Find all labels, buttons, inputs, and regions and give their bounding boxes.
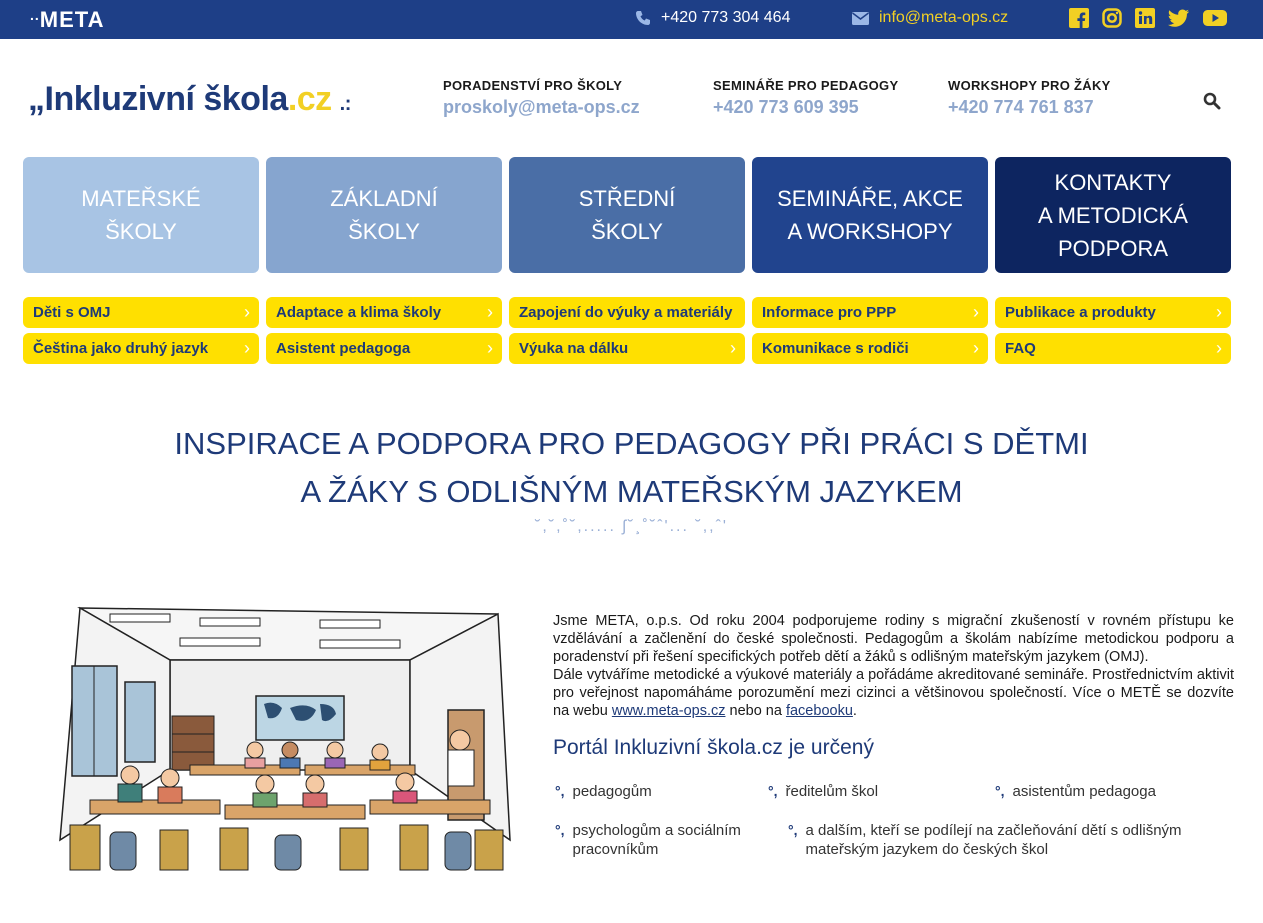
chevron-right-icon: ›	[487, 302, 493, 322]
classroom-illustration	[50, 600, 520, 885]
subnav-asistent[interactable]: Asistent pedagoga ›	[266, 333, 502, 364]
quote-icon: °,	[768, 783, 778, 799]
top-email[interactable]: info@meta-ops.cz	[852, 9, 1008, 27]
consulting-email-link[interactable]: proskoly@meta-ops.cz	[443, 97, 640, 117]
brand-logo[interactable]: ..META	[30, 7, 105, 32]
subnav-deti-s-omj[interactable]: Děti s OMJ ›	[23, 297, 259, 328]
envelope-icon	[852, 12, 869, 25]
tile-stredni-skoly[interactable]: STŘEDNÍ ŠKOLY	[509, 157, 745, 273]
seminars-phone-link[interactable]: +420 773 609 395	[713, 97, 859, 117]
tile-seminare-akce[interactable]: SEMINÁŘE, AKCE A WORKSHOPY	[752, 157, 988, 273]
subnav-publikace[interactable]: Publikace a produkty ›	[995, 297, 1231, 328]
subnav-informace-ppp[interactable]: Informace pro PPP ›	[752, 297, 988, 328]
audience-item: °, pedagogům	[555, 783, 652, 800]
chevron-right-icon: ›	[973, 302, 979, 322]
decorative-dots: ˘,˘,˚˘,..... ʃ˘¸˚˘ˆ'... ˘,,ˆ'	[535, 518, 728, 535]
intro-text: Jsme META, o.p.s. Od roku 2004 podporujeme rodiny s migrační zkušeností v rovném přístupu ke vzdělávání a začlenění do české společnosti. Pedagogům a školám nabízíme metodickou podporu a poradenství při řešení specifických potřeb dětí a žáků s odlišným mateřským jazykem (OMJ). Dále vytváříme metodické a výukové materiály a pořádáme akreditované semináře. Prostřednictvím aktivit pro veřejnost napomáháme porozumění mezi cizinci a většinovou společností. Více o METĚ se dozvíte na webu www.meta-ops.cz nebo na facebooku.	[553, 613, 1234, 719]
workshops-phone-link[interactable]: +420 774 761 837	[948, 97, 1094, 117]
social-links	[1069, 8, 1227, 28]
twitter-icon[interactable]	[1168, 8, 1190, 28]
subnav-adaptace[interactable]: Adaptace a klima školy ›	[266, 297, 502, 328]
quote-icon: °,	[555, 783, 565, 799]
chevron-right-icon: ›	[730, 338, 736, 358]
chevron-right-icon: ›	[244, 338, 250, 358]
audience-item: °, a dalším, kteří se podílejí na začleňování dětí s odlišným mateřským jazykem do českých škol	[788, 822, 1182, 858]
quote-icon: °,	[555, 822, 565, 838]
subnav-cestina[interactable]: Čeština jako druhý jazyk ›	[23, 333, 259, 364]
phone-icon	[635, 10, 651, 26]
tile-kontakty[interactable]: KONTAKTY A METODICKÁ PODPORA	[995, 157, 1231, 273]
facebook-link[interactable]: facebooku	[785, 703, 853, 719]
tile-zakladni-skoly[interactable]: ZÁKLADNÍ ŠKOLY	[266, 157, 502, 273]
quote-icon: °,	[788, 822, 798, 838]
search-icon[interactable]	[1203, 92, 1221, 110]
youtube-icon[interactable]	[1203, 8, 1227, 28]
subnav-komunikace[interactable]: Komunikace s rodiči ›	[752, 333, 988, 364]
contact-consulting: PORADENSTVÍ PRO ŠKOLY proskoly@meta-ops.cz	[443, 78, 640, 117]
instagram-icon[interactable]	[1102, 8, 1122, 28]
top-phone[interactable]: +420 773 304 464	[635, 9, 790, 27]
audience-item: °, psychologům a sociálním pracovníkům	[555, 822, 741, 858]
facebook-icon[interactable]	[1069, 8, 1089, 28]
contact-workshops: WORKSHOPY PRO ŽÁKY +420 774 761 837	[948, 78, 1111, 117]
portal-title: Portál Inkluzivní škola.cz je určený	[553, 736, 874, 759]
top-bar	[0, 0, 1263, 39]
audience-item: °, asistentům pedagoga	[995, 783, 1156, 800]
chevron-right-icon: ›	[487, 338, 493, 358]
page-headline: INSPIRACE A PODPORA PRO PEDAGOGY PŘI PRÁCI S DĚTMI A ŽÁKY S ODLIŠNÝM MATEŘSKÝM JAZYKEM	[174, 426, 1089, 509]
subnav-faq[interactable]: FAQ ›	[995, 333, 1231, 364]
meta-website-link[interactable]: www.meta-ops.cz	[611, 703, 726, 719]
chevron-right-icon: ›	[244, 302, 250, 322]
tile-materske-skoly[interactable]: MATEŘSKÉ ŠKOLY	[23, 157, 259, 273]
subnav-zapojeni[interactable]: Zapojení do výuky a materiály	[509, 297, 745, 328]
chevron-right-icon: ›	[973, 338, 979, 358]
site-logo[interactable]: „Inkluzivní škola.cz .:	[28, 80, 351, 118]
contact-seminars: SEMINÁŘE PRO PEDAGOGY +420 773 609 395	[713, 78, 899, 117]
chevron-right-icon: ›	[1216, 302, 1222, 322]
linkedin-icon[interactable]	[1135, 8, 1155, 28]
subnav-vyuka-na-dalku[interactable]: Výuka na dálku ›	[509, 333, 745, 364]
chevron-right-icon: ›	[1216, 338, 1222, 358]
audience-item: °, ředitelům škol	[768, 783, 879, 800]
quote-icon: °,	[995, 783, 1005, 799]
